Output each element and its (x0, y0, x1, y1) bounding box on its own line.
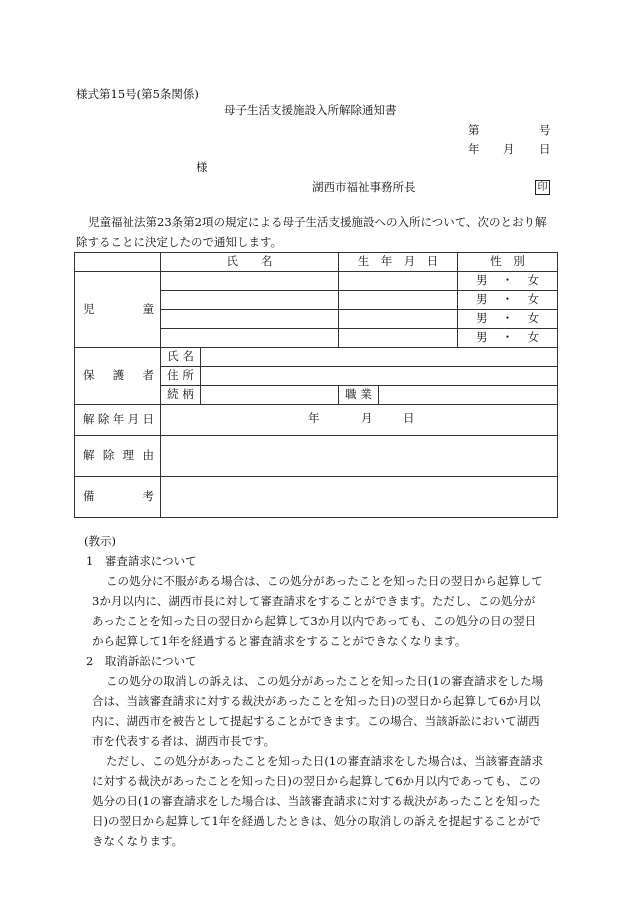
child-sex-field[interactable]: 男 ・ 女 (458, 291, 558, 310)
child-sex-field[interactable]: 男 ・ 女 (458, 329, 558, 348)
remarks-field[interactable] (161, 477, 558, 518)
child-birthdate-field[interactable] (339, 310, 458, 329)
notice-s1-title: 1 審査請求について (86, 554, 197, 568)
guardian-job-field[interactable] (379, 386, 558, 405)
document-title: 母子生活支援施設入所解除通知書 (224, 103, 397, 117)
guardian-relation-field[interactable] (201, 386, 339, 405)
remarks-label: 備考 (75, 477, 161, 518)
guardian-name-field[interactable] (201, 348, 558, 367)
guardian-label: 保護者 (75, 348, 161, 405)
date-day: 日 (539, 142, 551, 156)
guardian-job-label: 職 業 (339, 386, 379, 405)
intro-text: 児童福祉法第23条第2項の規定による母子生活支援施設への入所について、次のとおり解 除することに決定したので通知します。 (76, 215, 547, 249)
doc-no-suffix: 号 (539, 123, 551, 137)
guardian-address-field[interactable] (201, 367, 558, 386)
col-header-birthdate: 生 年 月 日 (339, 253, 458, 272)
date-month: 月 (503, 142, 515, 156)
child-sex-field[interactable]: 男 ・ 女 (458, 310, 558, 329)
guardian-name-label: 氏 名 (161, 348, 201, 367)
doc-no-prefix: 第 (468, 123, 480, 137)
notice-section: (教示) 1 審査請求について この処分に不服がある場合は、この処分があったことを知った日の翌日から起算して 3か月以内に、湖西市長に対して審査請求をすることができます。ただし、この処分が あったことを知った日の翌日から起算して3か月以内であっても、この処分の日の翌日 から起算して1年を経過すると審査請求をすることができなくなります。 2 取消訴訟について この処分の取消しの訴えは、この処分があったことを知った日(1の審査請求をした場 合は、当該審査請求に対する裁決があったことを知った日)の翌日から起算して6か月以 内に、湖西市を被告として提起することができます。この場合、当該訴訟において湖西 市を代表する者は、湖西市長です。 ただし、この処分があったことを知った日(1の審査請求をした場合は、当該審査請求 に対する裁決があったことを知った日)の翌日から起算して6か月以内であっても、この 処分の日(1の審査請求をした場合は、当該審査請求に対する裁決があったことを知った 日)の翌日から起算して1年を経過したときは、処分の取消しの訴えを提起することがで きなくなります。 (84, 531, 543, 851)
child-birthdate-field[interactable] (339, 272, 458, 291)
form-number: 様式第15号(第5条関係) (76, 87, 199, 101)
child-sex-field[interactable]: 男 ・ 女 (458, 272, 558, 291)
notice-heading: (教示) (84, 534, 116, 548)
issuer-name: 湖西市福祉事務所長 (312, 180, 416, 194)
child-name-field[interactable] (161, 272, 339, 291)
release-reason-label: 解除理由 (75, 436, 161, 477)
recipient-sama: 様 (196, 160, 208, 174)
notice-s2-title: 2 取消訴訟について (86, 654, 197, 668)
child-name-field[interactable] (161, 329, 339, 348)
child-label: 児童 (75, 272, 161, 348)
col-header-name: 氏 名 (161, 253, 339, 272)
release-reason-field[interactable] (161, 436, 558, 477)
release-date-label: 解除年月日 (75, 405, 161, 436)
guardian-relation-label: 続 柄 (161, 386, 201, 405)
child-name-field[interactable] (161, 291, 339, 310)
child-birthdate-field[interactable] (339, 291, 458, 310)
guardian-address-label: 住 所 (161, 367, 201, 386)
form-table (74, 252, 558, 518)
col-header-sex: 性 別 (458, 253, 558, 272)
child-name-field[interactable] (161, 310, 339, 329)
date-year: 年 (468, 142, 480, 156)
seal-mark: 印 (535, 180, 550, 195)
child-birthdate-field[interactable] (339, 329, 458, 348)
release-date-field[interactable]: 年 月 日 (161, 405, 558, 436)
